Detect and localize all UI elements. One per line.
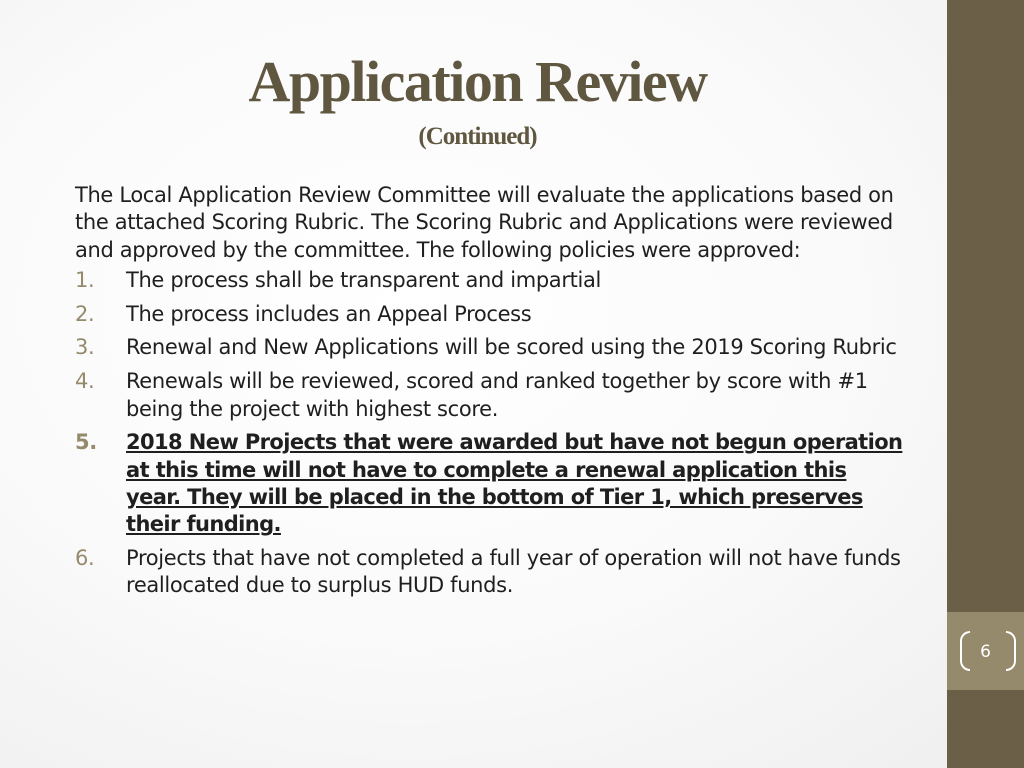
list-item-number: 2.: [75, 301, 95, 326]
list-item: [75, 334, 905, 361]
list-item: [75, 301, 905, 328]
list-item-number: 1.: [75, 267, 95, 292]
page-number-box: [947, 612, 1024, 690]
list-item-text: 2018 New Projects that were awarded but have not begun operation at this time will not have to complete a renewal application this year. They will be placed in the bottom of Tier 1, which preserves their funding.: [126, 430, 903, 537]
list-item-number: 5.: [75, 430, 97, 455]
slide-body: [75, 182, 905, 606]
list-item: [75, 267, 905, 294]
intro-paragraph: The Local Application Review Committee will evaluate the applications based on the attached Scoring Rubric. The Scoring Rubric and Applications were reviewed and approved by the committee. The following policies were approved:: [75, 183, 894, 262]
list-item-text: Projects that have not completed a full year of operation will not have funds reallocated due to surplus HUD funds.: [126, 546, 901, 598]
list-item-text: The process includes an Appeal Process: [126, 301, 532, 326]
page-number: 6: [980, 642, 991, 662]
list-item-number: 3.: [75, 335, 95, 360]
slide-subtitle: (Continued): [418, 123, 537, 150]
list-item-text: Renewals will be reviewed, scored and ranked together by score with #1 being the project with highest score.: [126, 369, 868, 421]
slide-title: Application Review: [248, 49, 707, 114]
list-item: [75, 545, 905, 600]
list-item-number: 4.: [75, 369, 95, 394]
list-item-text: Renewal and New Applications will be scored using the 2019 Scoring Rubric: [126, 335, 897, 360]
list-item-highlighted: [75, 429, 905, 538]
list-item: [75, 368, 905, 423]
list-item-number: 6.: [75, 546, 95, 571]
policy-list: [75, 267, 905, 600]
list-item-text: The process shall be transparent and impartial: [126, 267, 601, 292]
